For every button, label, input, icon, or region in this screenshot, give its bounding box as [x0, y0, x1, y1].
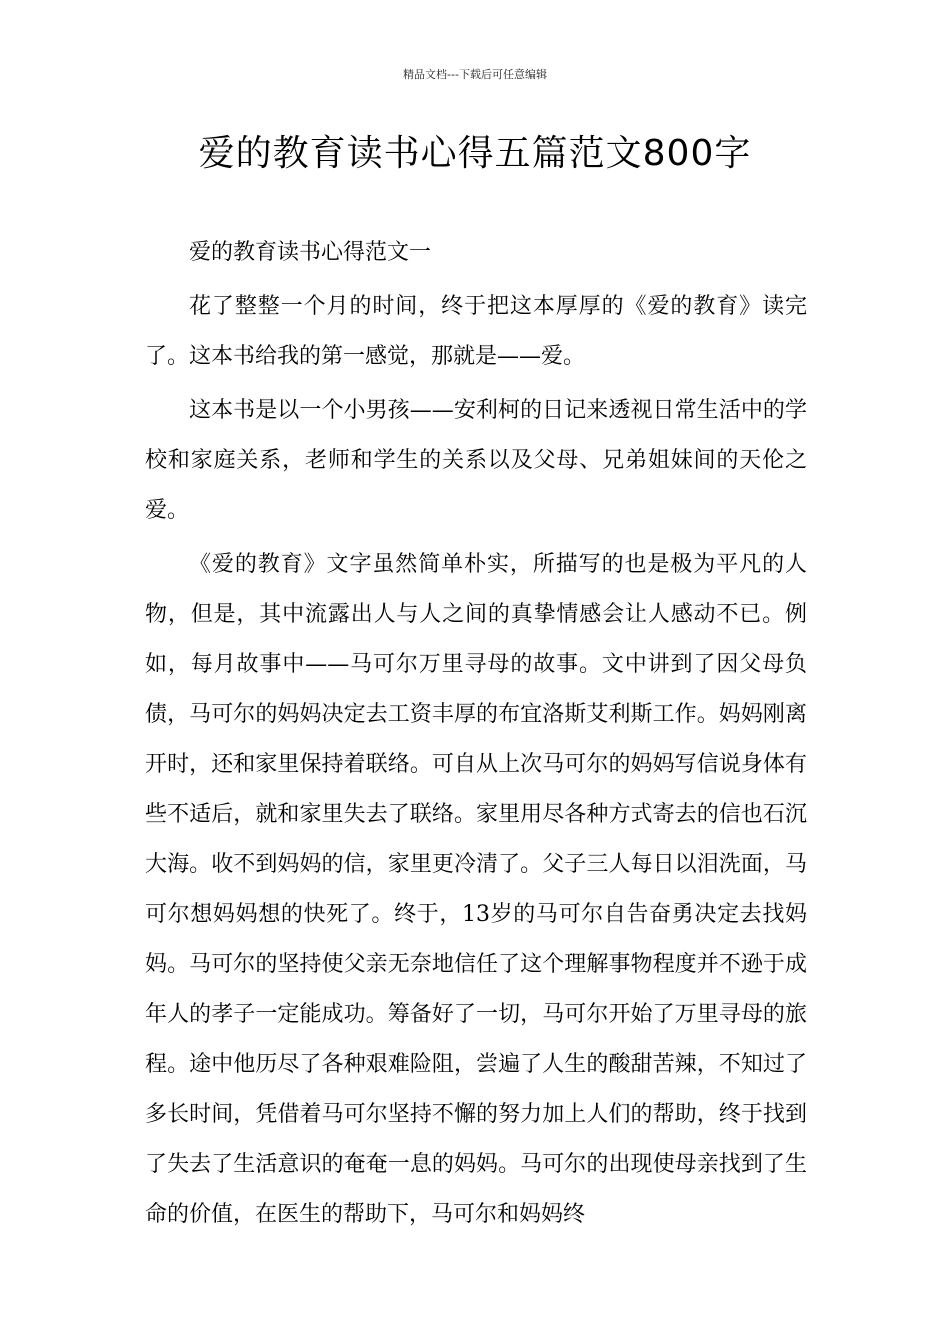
paragraph: 花了整整一个月的时间，终于把这本厚厚的《爱的教育》读完了。这本书给我的第一感觉，那就是——爱。: [145, 294, 807, 369]
document-title: 爱的教育读书心得五篇范文800字: [198, 133, 752, 174]
paragraph: 《爱的教育》文字虽然简单朴实，所描写的也是极为平凡的人物，但是，其中流露出人与人之间的真挚情感会让人感动不已。例如，每月故事中——马可尔万里寻母的故事。文中讲到了因父母负债，马可尔的妈妈决定去工资丰厚的布宜洛斯艾利斯工作。妈妈刚离开时，还和家里保持着联络。可自从上次马可尔的妈妈写信说身体有些不适后，就和家里失去了联络。家里用尽各种方式寄去的信也石沉大海。收不到妈妈的信，家里更冷清了。父子三人每日以泪洗面，马可尔想妈妈想的快死了。终于，13岁的马可尔自告奋勇决定去找妈妈。马可尔的坚持使父亲无奈地信任了这个理解事物程度并不逊于成年人的孝子一定能成功。筹备好了一切，马可尔开始了万里寻母的旅程。途中他历尽了各种艰难险阻，尝遍了人生的酸甜苦辣，不知过了多长时间，凭借着马可尔坚持不懈的努力加上人们的帮助，终于找到了失去了生活意识的奄奄一息的妈妈。马可尔的出现使母亲找到了生命的价值，在医生的帮助下，马可尔和妈妈终: [145, 552, 807, 1227]
paragraph: 这本书是以一个小男孩——安利柯的日记来透视日常生活中的学校和家庭关系，老师和学生的关系以及父母、兄弟姐妹间的天伦之爱。: [145, 398, 807, 523]
section-subtitle: 爱的教育读书心得范文一: [189, 240, 432, 265]
document-body: [145, 228, 807, 1244]
header-note: 精品文档---下载后可任意编辑: [403, 68, 547, 81]
